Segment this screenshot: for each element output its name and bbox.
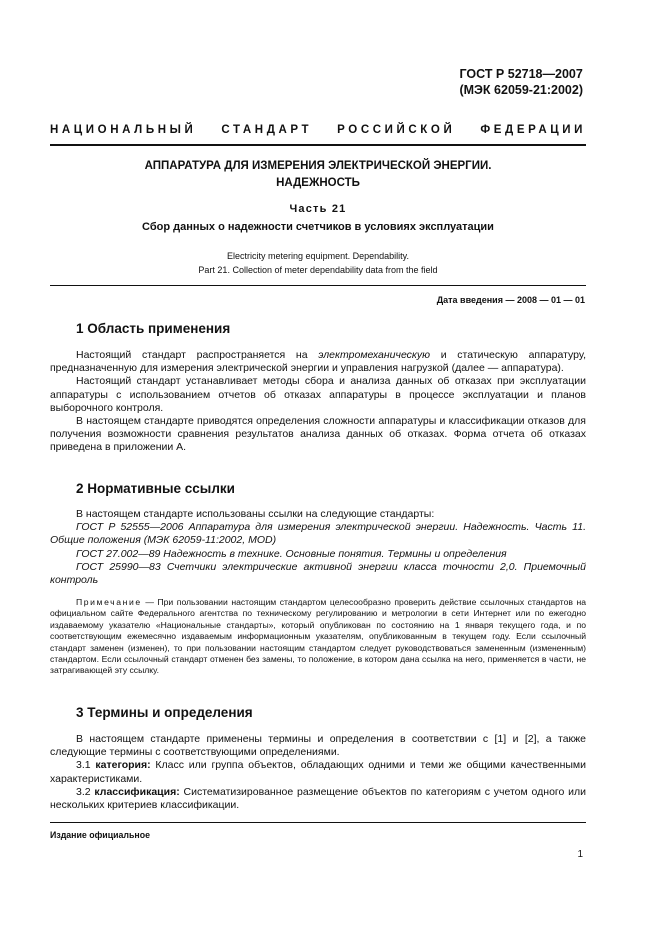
paragraph: В настоящем стандарте использованы ссылки на следующие стандарты:	[76, 508, 435, 520]
english-title	[50, 249, 586, 277]
gost-designation	[459, 66, 583, 98]
paragraph: В настоящем стандарте приводятся определения сложности аппаратуры и классификации отказов для получения возможности сравнения результатов анализа данных об отказах. Форма отчета об отказах приведена в приложении А.	[50, 415, 586, 454]
term-3-1: 3.1 категория: Класс или группа объектов, обладающих одними и теми же общими качественными характеристиками.	[50, 759, 587, 785]
note-block	[50, 597, 586, 677]
section-1-heading: 1 Область применения	[76, 321, 231, 336]
part-number: Часть 21	[289, 203, 347, 215]
section-2-heading: 2 Нормативные ссылки	[76, 481, 235, 496]
section-3-heading: 3 Термины и определения	[76, 705, 253, 720]
title-line-2: НАДЕЖНОСТЬ	[276, 177, 360, 189]
note-label: Примечание	[76, 597, 142, 607]
english-title-line-1: Electricity metering equipment. Dependability.	[227, 251, 409, 261]
gost-number: ГОСТ Р 52718—2007	[459, 67, 583, 81]
introduction-date: Дата введения — 2008 — 01 — 01	[436, 295, 585, 305]
section-1-body	[50, 349, 586, 455]
paragraph: Настоящий стандарт распространяется на электромеханическую и статическую аппаратуру, предназначенную для измерения электрической энергии и управления нагрузкой (далее — аппаратура).	[50, 349, 586, 375]
reference-item: ГОСТ 25990—83 Счетчики электрические активной энергии класса точности 2,0. Приемочный контроль	[50, 560, 586, 587]
footer-divider	[50, 822, 586, 823]
section-3-body	[50, 733, 586, 812]
national-standard-banner: НАЦИОНАЛЬНЫЙ СТАНДАРТ РОССИЙСКОЙ ФЕДЕРАЦИИ	[50, 124, 586, 136]
paragraph: В настоящем стандарте применены термины и определения в соответствии с [1] и [2], а также следующие термины с соответствующими определениями.	[50, 733, 586, 759]
document-title	[50, 158, 586, 192]
term-3-2: 3.2 классификация: Систематизированное размещение объектов по категориям с учетом одного или нескольких критериев классификации.	[50, 785, 587, 812]
header-divider	[50, 144, 586, 146]
iec-number: (МЭК 62059-21:2002)	[459, 83, 583, 97]
paragraph: Настоящий стандарт устанавливает методы сбора и анализа данных об отказах при эксплуатации аппаратуры с использованием отчетов об отказах аппаратуры в процессе эксплуатации и планов выборочного контроля.	[50, 375, 586, 414]
english-title-line-2: Part 21. Collection of meter dependability data from the field	[198, 265, 438, 275]
reference-item: ГОСТ 27.002—89 Надежность в технике. Основные понятия. Термины и определения	[76, 547, 507, 560]
section-2-body	[50, 508, 586, 587]
note-text: — При пользовании настоящим стандартом целесообразно проверить действие ссылочных стандартов на официальном сайте Федерального агентства по техническому регулированию и метрологии в сети Интернет или по ежегодно издаваемому указателю «Национальные стандарты», который опубликован по состоянию на 1 января текущего года, и по соответствующим ежемесячно издаваемым информационным указателям, опубликованным в текущем году. Если ссылочный стандарт заменен (изменен), то при пользовании настоящим стандартом следует руководствоваться замененным (измененным) стандартом. Если ссылочный стандарт отменен без замены, то положение, в котором дана ссылка на него, применяется в части, не затрагивающей эту ссылку.	[50, 597, 586, 676]
official-edition-label: Издание официальное	[50, 830, 150, 840]
title-line-1: АППАРАТУРА ДЛЯ ИЗМЕРЕНИЯ ЭЛЕКТРИЧЕСКОЙ ЭНЕРГИИ.	[144, 160, 492, 172]
page-number: 1	[577, 849, 583, 860]
document-subtitle: Сбор данных о надежности счетчиков в условиях эксплуатации	[142, 221, 494, 233]
date-divider	[50, 285, 586, 286]
reference-item: ГОСТ Р 52555—2006 Аппаратура для измерения электрической энергии. Надежность. Часть 11. Общие положения (МЭК 62059-11:2002, MOD)	[50, 521, 586, 547]
